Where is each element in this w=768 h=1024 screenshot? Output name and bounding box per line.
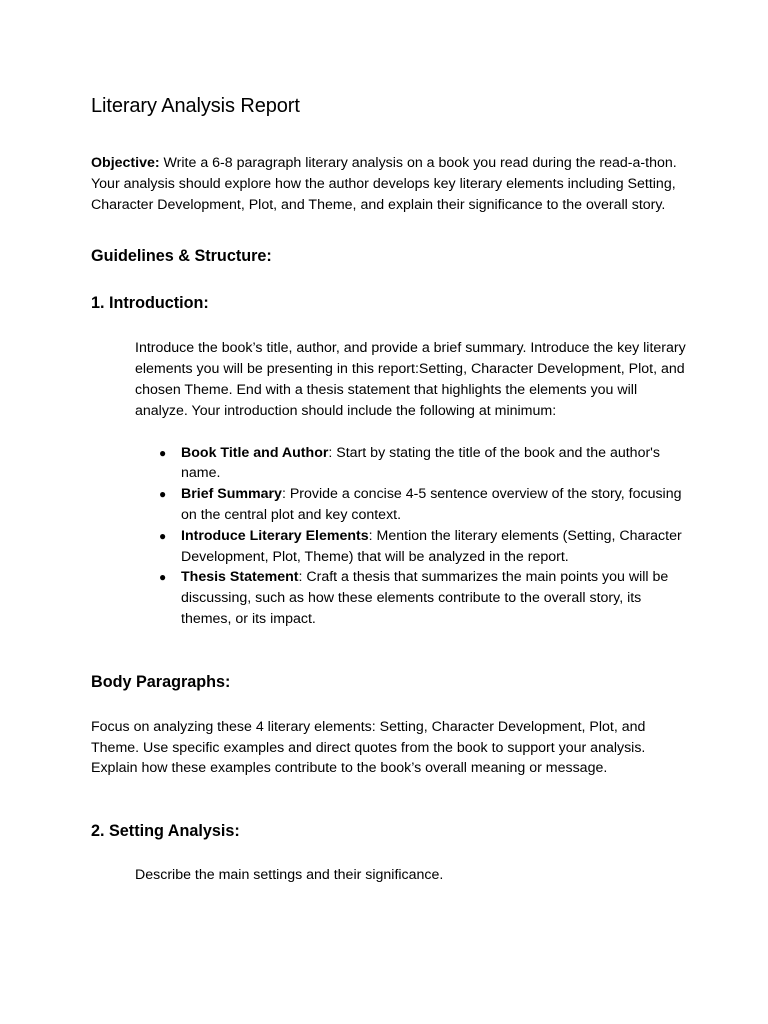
body-paragraphs-heading: Body Paragraphs:: [91, 672, 231, 691]
introduction-bullet-list: [160, 443, 688, 630]
list-item: [160, 484, 688, 526]
bullet-label: Introduce Literary Elements: [181, 527, 369, 544]
bullet-text: : Provide a concise 4-5 sentence overview of the story, focusing on the central plot and key context.: [181, 486, 682, 523]
guidelines-heading: Guidelines & Structure:: [91, 247, 272, 266]
bullet-text: : Start by stating the title of the book and the author's name.: [181, 444, 660, 482]
list-item: [160, 443, 688, 485]
objective-text: Write a 6-8 paragraph literary analysis on a book you read during the read-a-thon. Your analysis should explore how the author develops key literary elements including Setting, Character Development, Plot, and Theme, and explain their significance to the overall story.: [91, 155, 677, 213]
list-item: [160, 567, 688, 629]
objective-paragraph: [91, 153, 688, 215]
introduction-text: Introduce the book’s title, author, and provide a brief summary. Introduce the key literary elements you will be presenting in this report:Setting, Character Development, Plot, and chosen Theme. End with a thesis statement that highlights the elements you will analyze. Your introduction should include the following at minimum:: [135, 340, 686, 419]
list-item: [160, 526, 688, 568]
bullet-icon: ●: [159, 445, 167, 460]
setting-analysis-text: Describe the main settings and their significance.: [135, 867, 444, 884]
body-paragraphs-text: Focus on analyzing these 4 literary elements: Setting, Character Development, Plot, and Theme. Use specific examples and direct quotes from the book to support your analysis. Explain how these examples contribute to the book’s overall meaning or message.: [91, 718, 646, 777]
bullet-label: Brief Summary: [181, 486, 282, 503]
bullet-label: Book Title and Author: [181, 444, 329, 461]
bullet-text: : Mention the literary elements (Setting, Character Development, Plot, Theme) that will be analyzed in the report.: [181, 527, 682, 565]
objective-label: Objective:: [91, 155, 160, 171]
document-title: Literary Analysis Report: [91, 95, 300, 117]
bullet-text: : Craft a thesis that summarizes the main points you will be discussing, such as how these elements contribute to the overall story, its themes, or its impact.: [181, 569, 669, 627]
bullet-icon: ●: [159, 528, 167, 543]
bullet-icon: ●: [159, 487, 167, 502]
introduction-heading: 1. Introduction:: [91, 294, 209, 313]
setting-analysis-heading: 2. Setting Analysis:: [91, 822, 240, 841]
bullet-icon: ●: [159, 570, 167, 585]
bullet-label: Thesis Statement: [181, 569, 299, 586]
